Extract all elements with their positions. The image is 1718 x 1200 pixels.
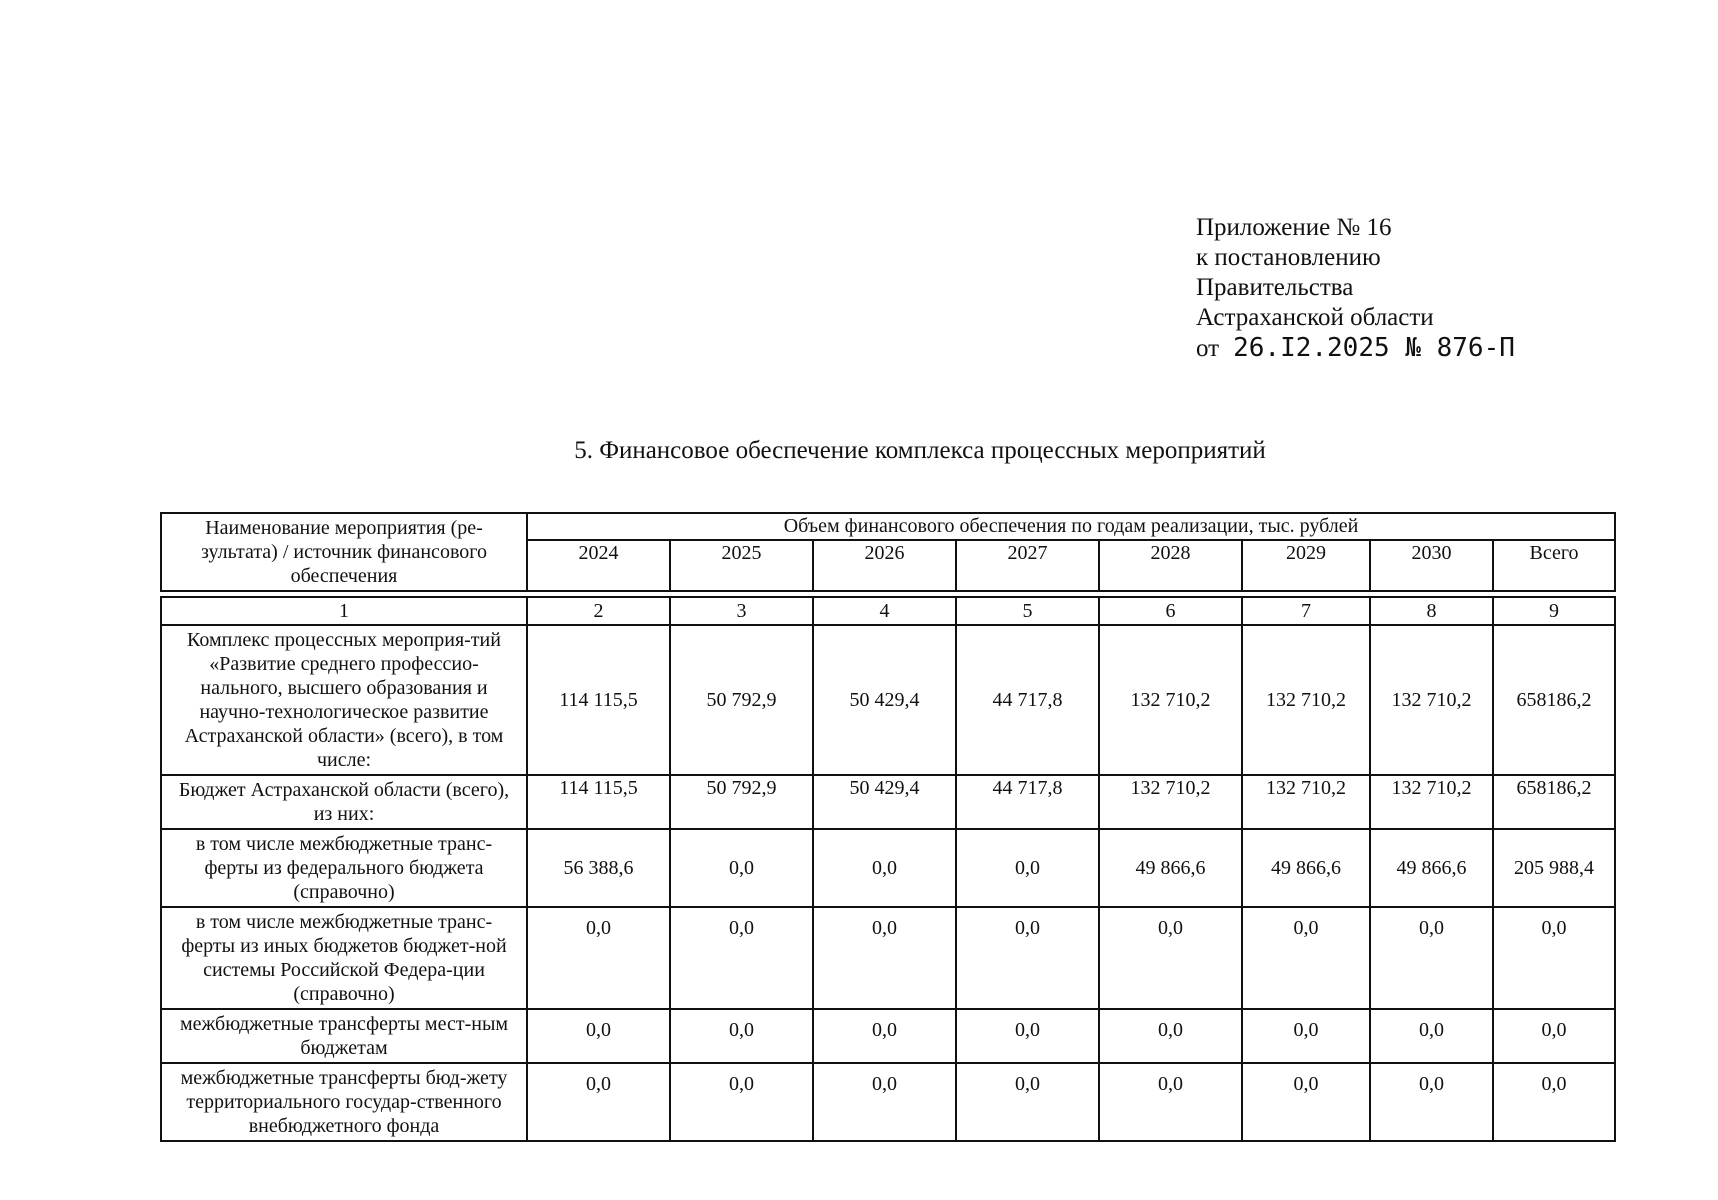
row-value: 50 429,4 [813,625,956,775]
row-value: 132 710,2 [1370,625,1493,775]
appendix-line-4: Астраханской области [1196,304,1434,331]
row-value: 50 792,9 [670,625,813,775]
row-value: 0,0 [1370,1009,1493,1063]
header-year-2028: 2028 [1099,540,1242,591]
column-number: 1 [161,597,527,625]
row-value: 0,0 [813,1063,956,1141]
row-value: 0,0 [956,829,1099,907]
row-value: 0,0 [670,907,813,1009]
row-value: 132 710,2 [1242,775,1370,829]
row-value: 0,0 [956,1009,1099,1063]
table-row [161,1063,1615,1141]
table-row [161,829,1615,907]
row-value: 132 710,2 [1242,625,1370,775]
appendix-date-stamp: 26.I2.2025 № 876-П [1233,333,1515,363]
appendix-line-2: к постановлению [1196,244,1381,271]
column-number: 8 [1370,597,1493,625]
header-total: Всего [1493,540,1615,591]
appendix-date-prefix: от [1196,335,1220,362]
row-value: 49 866,6 [1242,829,1370,907]
table-row [161,775,1615,829]
row-value: 658186,2 [1493,775,1615,829]
financing-table [160,512,1616,1142]
row-value: 0,0 [956,907,1099,1009]
row-name: Бюджет Астраханской области (всего), из них: [161,775,527,829]
appendix-date-line [1196,333,1515,364]
row-value: 44 717,8 [956,625,1099,775]
header-year-2025: 2025 [670,540,813,591]
row-value: 0,0 [527,907,670,1009]
row-value: 44 717,8 [956,775,1099,829]
row-name: Комплекс процессных мероприя-тий «Развитие среднего профессио-нального, высшего образования и научно-технологическое развитие Астраханской области» (всего), в том числе: [161,625,527,775]
row-value: 0,0 [1493,1009,1615,1063]
row-value: 56 388,6 [527,829,670,907]
row-value: 50 792,9 [670,775,813,829]
row-value: 0,0 [527,1063,670,1141]
appendix-note [1196,213,1515,364]
row-value: 0,0 [956,1063,1099,1141]
row-name: межбюджетные трансферты мест-ным бюджетам [161,1009,527,1063]
section-title: 5. Финансовое обеспечение комплекса процессных мероприятий [574,437,1266,464]
row-value: 0,0 [1242,1009,1370,1063]
row-value: 132 710,2 [1370,775,1493,829]
row-value: 114 115,5 [527,625,670,775]
table-row [161,907,1615,1009]
column-number: 6 [1099,597,1242,625]
row-value: 49 866,6 [1099,829,1242,907]
row-value: 0,0 [670,1063,813,1141]
row-value: 0,0 [813,907,956,1009]
row-name: в том числе межбюджетные транс-ферты из иных бюджетов бюджет-ной системы Российской Федера-ции (справочно) [161,907,527,1009]
column-number-row [161,597,1615,625]
appendix-line-3: Правительства [1196,274,1354,301]
row-value: 0,0 [1242,1063,1370,1141]
row-value: 0,0 [1370,1063,1493,1141]
appendix-line-1: Приложение № 16 [1196,214,1392,241]
row-value: 0,0 [1099,907,1242,1009]
table-row [161,625,1615,775]
row-value: 0,0 [527,1009,670,1063]
column-number: 5 [956,597,1099,625]
row-value: 0,0 [1493,907,1615,1009]
row-value: 0,0 [670,1009,813,1063]
column-number: 3 [670,597,813,625]
row-value: 0,0 [670,829,813,907]
header-year-2029: 2029 [1242,540,1370,591]
row-value: 114 115,5 [527,775,670,829]
row-value: 0,0 [813,829,956,907]
row-value: 0,0 [1099,1009,1242,1063]
row-value: 0,0 [1493,1063,1615,1141]
header-volume-cell: Объем финансового обеспечения по годам реализации, тыс. рублей [527,513,1615,540]
header-name-cell: Наименование мероприятия (ре-зультата) / источник финансового обеспечения [161,513,527,591]
header-year-2024: 2024 [527,540,670,591]
row-value: 658186,2 [1493,625,1615,775]
column-number: 9 [1493,597,1615,625]
row-value: 0,0 [813,1009,956,1063]
column-number: 4 [813,597,956,625]
row-value: 0,0 [1370,907,1493,1009]
row-value: 205 988,4 [1493,829,1615,907]
row-value: 49 866,6 [1370,829,1493,907]
row-value: 0,0 [1242,907,1370,1009]
table-header-row-1 [161,513,1615,540]
row-name: межбюджетные трансферты бюд-жету территориального государ-ственного внебюджетного фонда [161,1063,527,1141]
table-row [161,1009,1615,1063]
row-value: 132 710,2 [1099,625,1242,775]
row-name: в том числе межбюджетные транс-ферты из федерального бюджета (справочно) [161,829,527,907]
header-year-2030: 2030 [1370,540,1493,591]
row-value: 50 429,4 [813,775,956,829]
row-value: 132 710,2 [1099,775,1242,829]
column-number: 7 [1242,597,1370,625]
header-year-2027: 2027 [956,540,1099,591]
column-number: 2 [527,597,670,625]
row-value: 0,0 [1099,1063,1242,1141]
header-year-2026: 2026 [813,540,956,591]
